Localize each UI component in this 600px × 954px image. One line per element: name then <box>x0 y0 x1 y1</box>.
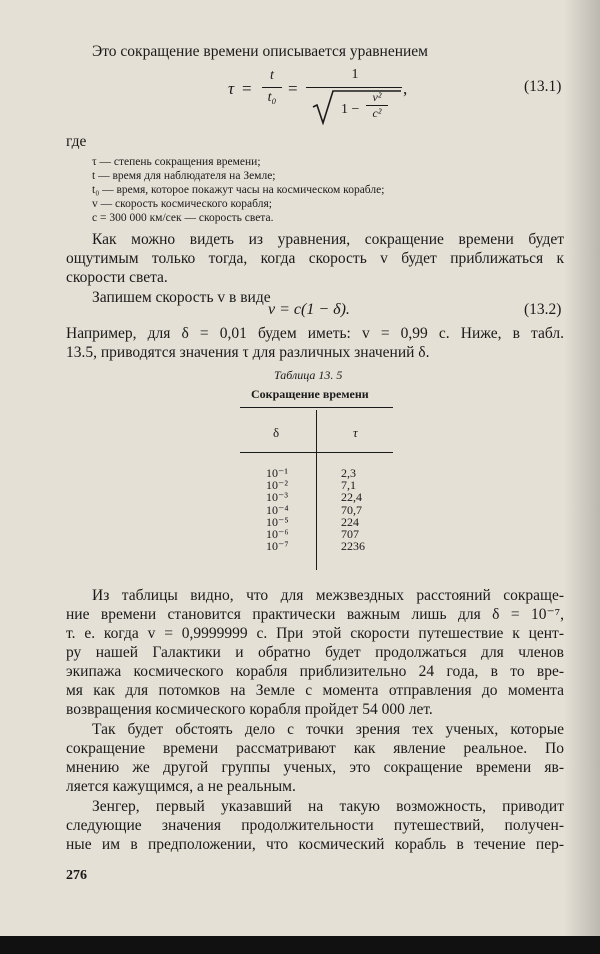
para2-line: Запишем скорость v в виде <box>92 289 271 306</box>
para4-line: экипажа космического корабля приблизительно 24 года, в то вре- <box>66 663 564 680</box>
eq2-number: (13.2) <box>524 301 562 318</box>
para4-line: Из таблицы видно, что для межзвездных расстояний сокраще- <box>92 587 564 604</box>
scan-bottom-edge <box>0 936 600 954</box>
para1-line: ощутимым только тогда, когда скорость v будет приближаться к <box>66 250 564 267</box>
table-top-rule <box>240 407 393 408</box>
equation-13-2: v = c(1 − δ). <box>268 301 350 318</box>
table-cell-tau: 70,7 <box>341 502 362 517</box>
definition-item: t — время для наблюдателя на Земле; <box>92 170 276 182</box>
table-cell-delta: 10⁻³ <box>266 490 288 505</box>
page-edge-shadow <box>564 0 600 954</box>
para1-line: скорости света. <box>66 269 168 286</box>
eq1-number: (13.1) <box>524 78 562 95</box>
eq1-comma: , <box>403 79 408 98</box>
eq1-equals-1: = <box>242 79 252 98</box>
table-title: Сокращение времени <box>251 387 369 401</box>
para5-line: сокращение времени рассматривают как явление реальное. По <box>66 740 564 757</box>
table-cell-delta: 10⁻⁵ <box>266 514 289 529</box>
table-cell-delta: 10⁻⁴ <box>266 502 289 517</box>
table-cell-delta: 10⁻⁷ <box>266 539 289 554</box>
eq1-den-t0: t₀ <box>267 90 277 105</box>
para3-line: Например, для δ = 0,01 будем иметь: v = 0,99 c. Ниже, в табл. <box>66 325 564 342</box>
para4-line: ру нашей Галактики и обратно будет продолжаться для членов <box>66 644 564 661</box>
page-number: 276 <box>66 868 87 883</box>
para6-line: следующие значения продолжительности путешествий, получен- <box>66 817 564 834</box>
para1-line: Как можно видеть из уравнения, сокращение времени будет <box>92 231 564 248</box>
eq1-inner-one: 1 − <box>341 102 360 117</box>
para4-line: ние времени становится практически важным лишь для δ = 10⁻⁷, <box>66 606 564 623</box>
table-header-tau: τ <box>353 425 358 440</box>
para4-line: возвращения космического корабля пройдет 54 000 лет. <box>66 701 433 718</box>
table-cell-tau: 7,1 <box>341 478 356 493</box>
table-cell-delta: 10⁻¹ <box>266 466 288 480</box>
eq1-c2: c² <box>372 106 382 120</box>
definition-item: c = 300 000 км/сек — скорость света. <box>92 212 274 224</box>
definition-item: t₀ — время, которое покажут часы на космическом корабле; <box>92 184 385 196</box>
para6-line: Зенгер, первый указавший на такую возможность, приводит <box>92 798 564 815</box>
eq1-one: 1 <box>351 67 359 82</box>
eq1-fraction-bar-2 <box>306 87 402 88</box>
table-cell-delta: 10⁻⁶ <box>266 527 289 542</box>
delta-column <box>266 467 289 552</box>
intro-line: Это сокращение времени описывается уравнением <box>92 43 428 60</box>
table-cell-tau: 22,4 <box>341 490 362 505</box>
para4-line: т. е. когда v = 0,9999999 c. При этой скорости путешествие к цент- <box>66 625 564 642</box>
table-column-divider <box>316 410 317 570</box>
para5-line: ляется кажущимся, а не реальным. <box>66 778 296 795</box>
para5-line: Так будет обстоять дело с точки зрения тех ученых, которые <box>92 721 564 738</box>
where-word: где <box>66 133 87 150</box>
tau-column <box>341 467 365 552</box>
para5-line: мнению же другой группы ученых, это сокращение времени яв- <box>66 759 564 776</box>
eq1-v2: v² <box>372 90 382 104</box>
definition-item: v — скорость космического корабля; <box>92 198 272 210</box>
para3-line: 13.5, приводятся значения τ для различных значений δ. <box>66 344 430 361</box>
definition-item: τ — степень сокращения времени; <box>92 156 261 168</box>
para4-line: мя как для потомков на Земле с момента отправления до момента <box>66 682 564 699</box>
table-caption: Таблица 13. 5 <box>274 368 343 382</box>
table-cell-tau: 2,3 <box>341 466 356 480</box>
table-cell-tau: 2236 <box>341 539 365 554</box>
para6-line: ные им в предположении, что космический корабль в течение пер- <box>66 836 564 853</box>
eq1-fraction-bar-1 <box>262 87 282 88</box>
table-header-delta: δ <box>273 425 280 440</box>
eq1-tau: τ <box>228 79 235 98</box>
eq1-num-t: t <box>270 68 274 83</box>
table-cell-delta: 10⁻² <box>266 478 288 493</box>
eq1-equals-2: = <box>288 79 298 98</box>
table-cell-tau: 224 <box>341 514 359 529</box>
table-cell-tau: 707 <box>341 527 359 542</box>
